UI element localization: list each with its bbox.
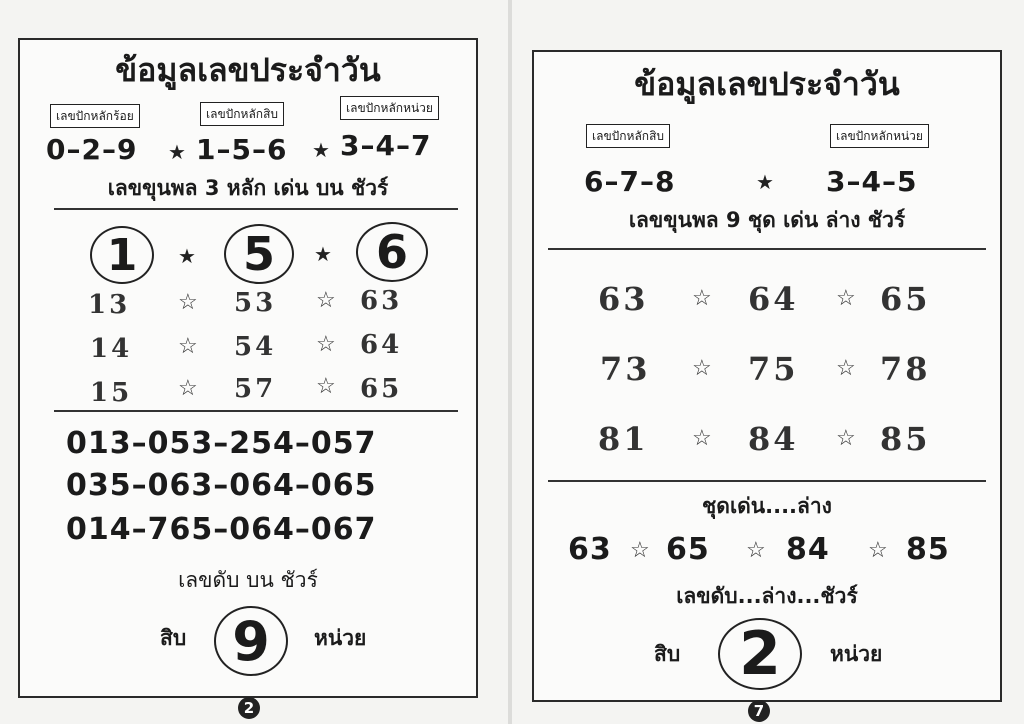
set-number: 65 bbox=[666, 532, 710, 567]
number-cell: 14 bbox=[90, 334, 133, 364]
dab-caption: เลขดับ...ล่าง...ชัวร์ bbox=[676, 584, 858, 608]
label-nuay: หน่วย bbox=[830, 642, 883, 666]
outline-star-icon: ☆ bbox=[316, 332, 336, 357]
outline-star-icon: ☆ bbox=[836, 426, 856, 451]
star-icon: ★ bbox=[178, 244, 196, 268]
set-number: 85 bbox=[906, 532, 950, 567]
tag-units: เลขปักหลักหน่วย bbox=[340, 96, 439, 120]
dab-caption: เลขดับ บน ชัวร์ bbox=[178, 568, 318, 592]
label-nuay: หน่วย bbox=[314, 626, 367, 650]
divider bbox=[548, 248, 986, 250]
label-sib: สิบ bbox=[160, 626, 187, 650]
left-page bbox=[18, 38, 478, 698]
sequence-units: 3–4–7 bbox=[340, 129, 432, 162]
circled-digit: 6 bbox=[356, 222, 428, 282]
outline-star-icon: ☆ bbox=[630, 538, 650, 563]
number-cell: 65 bbox=[880, 280, 931, 318]
tag-tens: เลขปักหลักสิบ bbox=[200, 102, 284, 126]
right-page bbox=[532, 50, 1002, 702]
page-number: 7 bbox=[748, 700, 770, 722]
star-icon: ★ bbox=[314, 242, 332, 266]
label-sib: สิบ bbox=[654, 642, 681, 666]
sequence-units: 3–4–5 bbox=[826, 165, 918, 198]
number-cell: 85 bbox=[880, 420, 931, 458]
outline-star-icon: ☆ bbox=[178, 290, 198, 315]
page-number: 2 bbox=[238, 697, 260, 719]
outline-star-icon: ☆ bbox=[836, 286, 856, 311]
number-cell: 13 bbox=[88, 290, 131, 320]
number-cell: 75 bbox=[748, 350, 799, 388]
tag-hundreds: เลขปักหลักร้อย bbox=[50, 104, 140, 128]
number-cell: 65 bbox=[360, 374, 403, 404]
outline-star-icon: ☆ bbox=[178, 376, 198, 401]
number-cell: 64 bbox=[360, 330, 403, 360]
outline-star-icon: ☆ bbox=[692, 426, 712, 451]
outline-star-icon: ☆ bbox=[692, 286, 712, 311]
sequence-hundreds: 0–2–9 bbox=[46, 133, 138, 166]
number-cell: 73 bbox=[600, 350, 651, 388]
tag-units: เลขปักหลักหน่วย bbox=[830, 124, 929, 148]
sequence-tens: 1–5–6 bbox=[196, 133, 288, 166]
combo-line: 014–765–064–067 bbox=[66, 512, 377, 547]
divider bbox=[54, 410, 458, 412]
number-cell: 54 bbox=[234, 332, 277, 362]
page-title: ข้อมูลเลขประจำวัน bbox=[115, 51, 381, 89]
set-caption: ชุดเด่น....ล่าง bbox=[702, 494, 832, 518]
divider bbox=[54, 208, 458, 210]
combo-line: 035–063–064–065 bbox=[66, 468, 377, 503]
circled-digit: 1 bbox=[90, 226, 154, 284]
outline-star-icon: ☆ bbox=[746, 538, 766, 563]
page-title: ข้อมูลเลขประจำวัน bbox=[634, 65, 900, 103]
star-icon: ★ bbox=[756, 170, 774, 194]
tag-tens: เลขปักหลักสิบ bbox=[586, 124, 670, 148]
number-cell: 84 bbox=[748, 420, 799, 458]
number-cell: 64 bbox=[748, 280, 799, 318]
outline-star-icon: ☆ bbox=[178, 334, 198, 359]
circled-digit: 5 bbox=[224, 224, 294, 284]
star-icon: ★ bbox=[312, 138, 330, 162]
combo-line: 013–053–254–057 bbox=[66, 426, 377, 461]
divider bbox=[548, 480, 986, 482]
outline-star-icon: ☆ bbox=[868, 538, 888, 563]
number-cell: 63 bbox=[598, 280, 649, 318]
star-icon: ★ bbox=[168, 140, 186, 164]
number-cell: 15 bbox=[90, 378, 133, 408]
outline-star-icon: ☆ bbox=[316, 374, 336, 399]
outline-star-icon: ☆ bbox=[836, 356, 856, 381]
number-cell: 63 bbox=[360, 286, 403, 316]
outline-star-icon: ☆ bbox=[316, 288, 336, 313]
sequence-tens: 6–7–8 bbox=[584, 165, 676, 198]
set-number: 84 bbox=[786, 532, 830, 567]
number-cell: 53 bbox=[234, 288, 277, 318]
dab-digit-circle: 9 bbox=[214, 606, 288, 676]
khunphon-caption: เลขขุนพล 3 หลัก เด่น บน ชัวร์ bbox=[107, 176, 389, 200]
set-number: 63 bbox=[568, 532, 612, 567]
khunphon-caption: เลขขุนพล 9 ชุด เด่น ล่าง ชัวร์ bbox=[628, 208, 906, 232]
page-fold bbox=[508, 0, 512, 724]
number-cell: 57 bbox=[234, 374, 277, 404]
number-cell: 81 bbox=[598, 420, 649, 458]
number-cell: 78 bbox=[880, 350, 931, 388]
dab-digit-circle: 2 bbox=[718, 618, 802, 690]
outline-star-icon: ☆ bbox=[692, 356, 712, 381]
